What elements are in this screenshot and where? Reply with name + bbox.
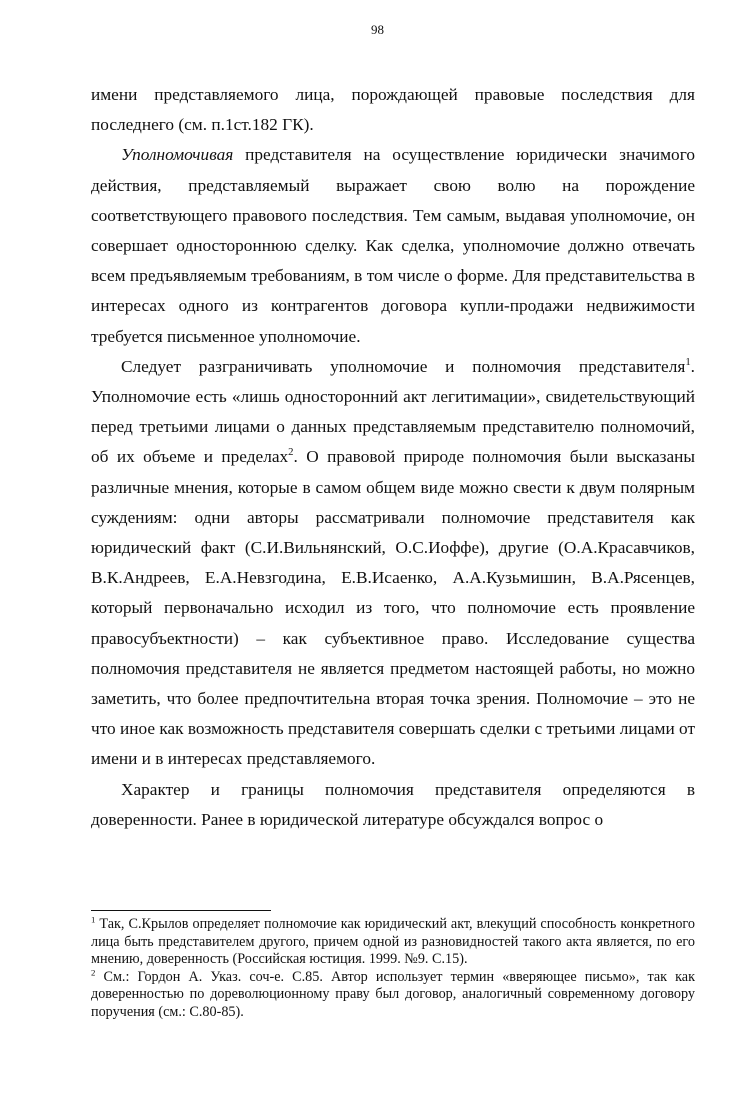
footnote-2-text: См.: Гордон А. Указ. соч-е. С.85. Автор использует термин «вверяющее письмо», так как доверенностью по дореволюционному праву был договор, аналогичный современному договору поручения (см.: С.80-85). xyxy=(91,968,695,1020)
paragraph-3-text-a: Следует разграничивать уполномочие и полномочия представителя xyxy=(121,356,686,376)
italic-term: Уполномочивая xyxy=(121,145,234,165)
footnote-2 xyxy=(91,966,695,1022)
paragraph-2-text: представителя на осуществление юридически значимого действия, представляемый выражает свою волю на порождение соответствующего правового последствия. Тем самым, выдавая уполномочие, он совершает одностороннюю сделку. Как сделка, уполномочие должно отвечать всем предъявляемым требованиям, в том числе о форме. Для представительства в интересах одного из контрагентов договора купли-продажи недвижимости требуется письменное уполномочие. xyxy=(91,145,695,346)
paragraph-3-text-b: . Уполномочие есть «лишь односторонний акт легитимации», свидетельствующий перед третьими лицами о данных представляемым представителю полномочий, об их объеме и пределах xyxy=(91,356,695,467)
paragraph-1: имени представляемого лица, порождающей правовые последствия для последнего (см. п.1ст.182 ГК). xyxy=(91,85,695,135)
footnotes xyxy=(91,916,695,1021)
paragraph-3 xyxy=(91,352,695,775)
footnote-1-text: Так, С.Крылов определяет полномочие как юридический акт, влекущий способность конкретного лица быть представителем другого, причем одной из разновидностей такого акта является, по его мнению, доверенность (Российская юстиция. 1999. №9. С.15). xyxy=(91,916,695,967)
page-number: 98 xyxy=(371,22,384,37)
footnote-ref-1[interactable]: 1 xyxy=(685,356,691,369)
footnote-marker-1: 1 xyxy=(91,914,96,925)
paragraph-4: Характер и границы полномочия представителя определяются в доверенности. Ранее в юридической литературе обсуждался вопрос о xyxy=(91,779,695,829)
paragraph-3-text-c: . О правовой природе полномочия были высказаны различные мнения, которые в самом общем виде можно свести к двум полярным суждениям: одни авторы рассматривали полномочие представителя как юридический факт (С.И.Вильнянский, О.С.Иоффе), другие (О.А.Красавчиков, В.К.Андреев, Е.А.Невзгодина, Е.В.Исаенко, А.А.Кузьмишин, В.А.Рясенцев, который первоначально исходил из того, что полномочие есть проявление правосубъектности) – как субъективное право. Исследование существа полномочия представителя не является предметом настоящей работы, но можно заметить, что более предпочтительна вторая точка зрения. Полномочие – это не что иное как возможность представителя совершать сделки с третьими лицами от имени и в интересах представляемого. xyxy=(91,447,696,769)
paragraph-2 xyxy=(91,140,695,351)
footnote-ref-2[interactable]: 2 xyxy=(288,446,294,459)
footnote-marker-2: 2 xyxy=(91,966,96,977)
footnote-1 xyxy=(91,916,695,969)
body-text xyxy=(91,80,695,835)
footnote-divider xyxy=(91,910,271,911)
